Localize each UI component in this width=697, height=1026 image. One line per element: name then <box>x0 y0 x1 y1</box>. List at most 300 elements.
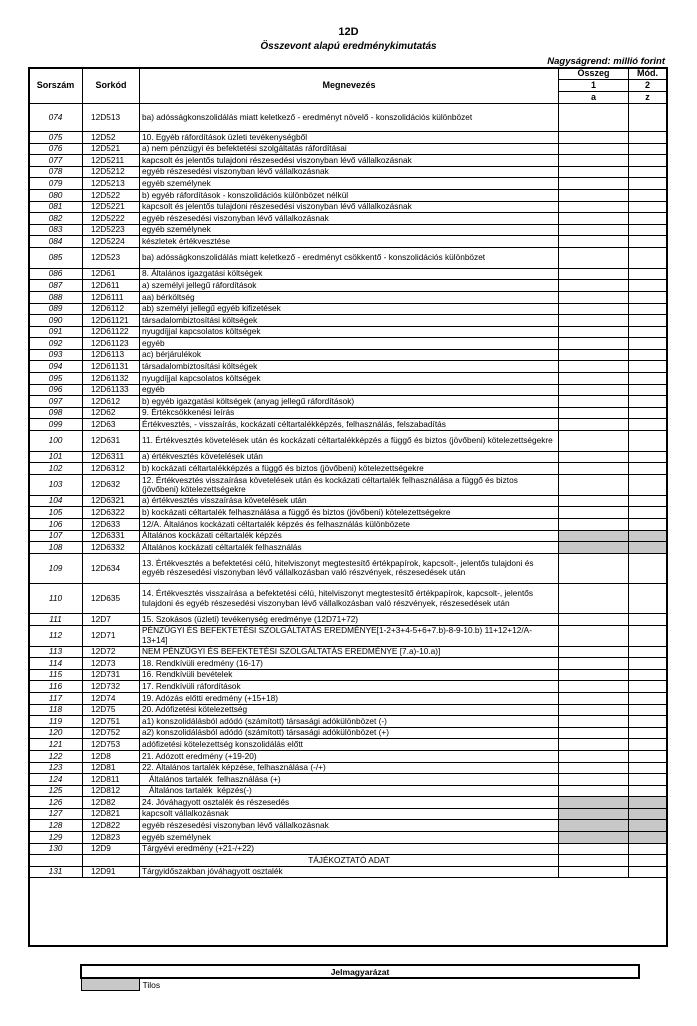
row-osszeg-cell[interactable] <box>559 291 629 303</box>
row-osszeg-cell[interactable] <box>559 155 629 167</box>
row-osszeg-cell[interactable] <box>559 658 629 670</box>
row-sorkod: 12D63 <box>83 419 140 431</box>
row-sorszam: 115 <box>29 669 83 681</box>
magnitude-note: Nagyságrend: millió forint <box>547 56 665 67</box>
row-megnevezes: aa) bérköltség <box>140 291 559 303</box>
row-mod-cell[interactable] <box>629 419 667 431</box>
row-mod-cell[interactable] <box>629 236 667 248</box>
table-row <box>29 475 667 496</box>
row-mod-cell[interactable] <box>629 519 667 531</box>
row-osszeg-cell[interactable] <box>559 143 629 155</box>
row-osszeg-cell[interactable] <box>559 704 629 716</box>
row-mod-cell[interactable] <box>629 866 667 878</box>
row-megnevezes: NEM PÉNZÜGYI ÉS BEFEKTETÉSI SZOLGÁLTATÁS EREDMÉNYE [7.a)-10.a)] <box>140 646 559 658</box>
row-sorszam: 127 <box>29 808 83 820</box>
row-osszeg-cell[interactable] <box>559 646 629 658</box>
row-osszeg-cell[interactable] <box>559 326 629 338</box>
row-osszeg-cell[interactable] <box>559 583 629 613</box>
row-osszeg-cell <box>559 797 629 809</box>
row-sorkod: 12D634 <box>83 553 140 583</box>
table-row <box>29 507 667 519</box>
row-sorkod: 12D752 <box>83 727 140 739</box>
row-mod-cell <box>629 820 667 832</box>
row-osszeg-cell <box>559 542 629 554</box>
table-row <box>29 625 667 646</box>
row-sorkod: 12D6111 <box>83 291 140 303</box>
row-osszeg-cell[interactable] <box>559 373 629 385</box>
row-sorszam: 080 <box>29 189 83 201</box>
row-megnevezes: 19. Adózás előtti eredmény (+15+18) <box>140 692 559 704</box>
row-osszeg-cell[interactable] <box>559 495 629 507</box>
row-sorszam: 091 <box>29 326 83 338</box>
row-mod-cell <box>629 808 667 820</box>
row-megnevezes: egyéb személynek <box>140 832 559 844</box>
table-row <box>29 614 667 626</box>
row-mod-cell[interactable] <box>629 268 667 280</box>
row-mod-cell[interactable] <box>629 658 667 670</box>
row-mod-cell[interactable] <box>629 303 667 315</box>
row-megnevezes: 10. Egyéb ráfordítások üzleti tevékenységből <box>140 132 559 144</box>
row-osszeg-cell[interactable] <box>559 178 629 190</box>
table-row <box>29 797 667 809</box>
row-megnevezes: társadalombiztosítási költségek <box>140 361 559 373</box>
table-row <box>29 808 667 820</box>
row-mod-cell[interactable] <box>629 785 667 797</box>
row-osszeg-cell[interactable] <box>559 236 629 248</box>
row-sorkod: 12D632 <box>83 475 140 496</box>
row-sorszam: 129 <box>29 832 83 844</box>
row-megnevezes: b) kockázati céltartalékképzés a függő és biztos (jövőbeni) kötelezettségekre <box>140 463 559 475</box>
row-megnevezes: Általános tartalék képzés(-) <box>140 785 559 797</box>
row-mod-cell[interactable] <box>629 495 667 507</box>
row-sorszam: 113 <box>29 646 83 658</box>
row-megnevezes: a1) konszolidálásból adódó (számított) társasági adókülönbözet (-) <box>140 716 559 728</box>
row-osszeg-cell[interactable] <box>559 384 629 396</box>
row-sorkod: 12D6322 <box>83 507 140 519</box>
row-megnevezes: ba) adósságkonszolidálás miatt keletkező - eredményt növelő - konszolidációs különbözet <box>140 104 559 132</box>
row-mod-cell[interactable] <box>629 247 667 268</box>
row-sorszam: 128 <box>29 820 83 832</box>
row-mod-cell <box>629 832 667 844</box>
row-sorszam: 108 <box>29 542 83 554</box>
row-mod-cell[interactable] <box>629 315 667 327</box>
row-sorszam: 126 <box>29 797 83 809</box>
row-sorszam: 104 <box>29 495 83 507</box>
row-megnevezes: egyéb <box>140 338 559 350</box>
row-sorkod: 12D612 <box>83 396 140 408</box>
table-row <box>29 774 667 786</box>
row-megnevezes: nyugdíjjal kapcsolatos költségek <box>140 373 559 385</box>
row-megnevezes: adófizetési kötelezettség konszolidálás előtt <box>140 739 559 751</box>
row-sorkod: 12D8 <box>83 750 140 762</box>
row-sorszam: 089 <box>29 303 83 315</box>
table-row <box>29 361 667 373</box>
row-mod-cell[interactable] <box>629 774 667 786</box>
row-megnevezes: egyéb részesedési viszonyban lévő vállalkozásnak <box>140 820 559 832</box>
row-osszeg-cell[interactable] <box>559 303 629 315</box>
row-megnevezes: 15. Szokásos (üzleti) tevékenység eredménye (12D71+72) <box>140 614 559 626</box>
row-osszeg-cell[interactable] <box>559 189 629 201</box>
row-megnevezes: 22. Általános tartalék képzése, felhasználása (-/+) <box>140 762 559 774</box>
row-sorszam: 094 <box>29 361 83 373</box>
row-osszeg-cell[interactable] <box>559 349 629 361</box>
row-osszeg-cell[interactable] <box>559 669 629 681</box>
table-row <box>29 407 667 419</box>
row-megnevezes: egyéb részesedési viszonyban lévő vállalkozásnak <box>140 166 559 178</box>
row-sorszam: 120 <box>29 727 83 739</box>
row-megnevezes: a2) konszolidálásból adódó (számított) társasági adókülönbözet (+) <box>140 727 559 739</box>
row-osszeg-cell[interactable] <box>559 396 629 408</box>
row-sorszam: 130 <box>29 843 83 855</box>
row-sorszam: 101 <box>29 451 83 463</box>
row-osszeg-cell[interactable] <box>559 201 629 213</box>
row-osszeg-cell[interactable] <box>559 727 629 739</box>
row-sorszam: 084 <box>29 236 83 248</box>
row-sorszam: 093 <box>29 349 83 361</box>
row-sorkod: 12D61133 <box>83 384 140 396</box>
row-sorszam: 121 <box>29 739 83 751</box>
row-megnevezes: Általános kockázati céltartalék felhasználás <box>140 542 559 554</box>
row-megnevezes: Általános kockázati céltartalék képzés <box>140 530 559 542</box>
row-mod-cell[interactable] <box>629 132 667 144</box>
row-sorszam: 109 <box>29 553 83 583</box>
table-row <box>29 820 667 832</box>
row-mod-cell[interactable] <box>629 326 667 338</box>
row-mod-cell[interactable] <box>629 475 667 496</box>
row-mod-cell[interactable] <box>629 338 667 350</box>
form-title: Összevont alapú eredménykimutatás <box>260 41 437 52</box>
row-sorkod: 12D521 <box>83 143 140 155</box>
row-mod-cell[interactable] <box>629 507 667 519</box>
row-sorszam: 111 <box>29 614 83 626</box>
row-sorszam: 117 <box>29 692 83 704</box>
row-megnevezes: Értékvesztés, - visszaírás, kockázati céltartalékképzés, felhasználás, felszabadítás <box>140 419 559 431</box>
row-mod-cell[interactable] <box>629 750 667 762</box>
row-sorkod: 12D5224 <box>83 236 140 248</box>
row-mod-cell[interactable] <box>629 625 667 646</box>
row-osszeg-cell[interactable] <box>559 361 629 373</box>
row-osszeg-cell[interactable] <box>559 692 629 704</box>
row-sorkod: 12D6113 <box>83 349 140 361</box>
row-sorszam: 078 <box>29 166 83 178</box>
row-megnevezes: 8. Általános igazgatási költségek <box>140 268 559 280</box>
row-megnevezes: ac) bérjárulékok <box>140 349 559 361</box>
row-sorkod: 12D753 <box>83 739 140 751</box>
table-row <box>29 431 667 452</box>
row-sorszam: 079 <box>29 178 83 190</box>
row-sorszam: 095 <box>29 373 83 385</box>
table-row <box>29 463 667 475</box>
row-osszeg-cell[interactable] <box>559 785 629 797</box>
row-osszeg-cell[interactable] <box>559 463 629 475</box>
row-sorszam: 105 <box>29 507 83 519</box>
row-sorkod: 12D81 <box>83 762 140 774</box>
row-mod-cell[interactable] <box>629 213 667 225</box>
row-sorkod: 12D9 <box>83 843 140 855</box>
row-sorkod: 12D732 <box>83 681 140 693</box>
row-osszeg-cell[interactable] <box>559 762 629 774</box>
row-mod-cell[interactable] <box>629 463 667 475</box>
row-megnevezes: kapcsolt és jelentős tulajdoni részesedési viszonyban lévő vállalkozásnak <box>140 201 559 213</box>
table-body <box>29 104 667 878</box>
row-megnevezes: b) egyéb igazgatási költségek (anyag jellegű ráfordítások) <box>140 396 559 408</box>
row-sorkod: 12D6312 <box>83 463 140 475</box>
row-osszeg-cell[interactable] <box>559 750 629 762</box>
legend-title: Jelmagyarázat <box>81 965 639 978</box>
table-row <box>29 739 667 751</box>
row-mod-cell[interactable] <box>629 189 667 201</box>
row-osszeg-cell[interactable] <box>559 774 629 786</box>
row-mod-cell[interactable] <box>629 843 667 855</box>
table-row <box>29 419 667 431</box>
table-row <box>29 338 667 350</box>
row-megnevezes: 9. Értékcsökkenési leírás <box>140 407 559 419</box>
row-osszeg-cell <box>559 808 629 820</box>
row-osszeg-cell[interactable] <box>559 716 629 728</box>
row-osszeg-cell[interactable] <box>559 625 629 646</box>
row-sorszam: 107 <box>29 530 83 542</box>
row-sorkod: 12D61131 <box>83 361 140 373</box>
row-sorkod: 12D523 <box>83 247 140 268</box>
row-megnevezes: nyugdíjjal kapcsolatos költségek <box>140 326 559 338</box>
row-mod-cell[interactable] <box>629 373 667 385</box>
row-mod-cell[interactable] <box>629 614 667 626</box>
table-row <box>29 519 667 531</box>
row-osszeg-cell[interactable] <box>559 132 629 144</box>
row-sorkod: 12D821 <box>83 808 140 820</box>
row-sorkod: 12D635 <box>83 583 140 613</box>
row-sorszam: 097 <box>29 396 83 408</box>
row-mod-cell[interactable] <box>629 384 667 396</box>
row-sorszam: 090 <box>29 315 83 327</box>
row-mod-cell[interactable] <box>629 704 667 716</box>
row-osszeg-cell[interactable] <box>559 475 629 496</box>
row-sorszam: 103 <box>29 475 83 496</box>
row-osszeg-cell[interactable] <box>559 247 629 268</box>
row-osszeg-cell[interactable] <box>559 213 629 225</box>
row-sorkod: 12D61122 <box>83 326 140 338</box>
row-mod-cell[interactable] <box>629 431 667 452</box>
row-sorkod: 12D61121 <box>83 315 140 327</box>
row-mod-cell[interactable] <box>629 646 667 658</box>
row-sorkod: 12D61132 <box>83 373 140 385</box>
row-mod-cell[interactable] <box>629 681 667 693</box>
row-mod-cell[interactable] <box>629 291 667 303</box>
table-row <box>29 646 667 658</box>
row-osszeg-cell[interactable] <box>559 519 629 531</box>
row-mod-cell[interactable] <box>629 553 667 583</box>
row-mod-cell[interactable] <box>629 669 667 681</box>
legend-item-label: Tilos <box>142 979 161 990</box>
row-sorkod: 12D5212 <box>83 166 140 178</box>
row-mod-cell[interactable] <box>629 583 667 613</box>
row-osszeg-cell[interactable] <box>559 855 629 867</box>
row-sorszam: 118 <box>29 704 83 716</box>
row-megnevezes: TÁJÉKOZTATÓ ADAT <box>140 855 559 867</box>
row-megnevezes: 11. Értékvesztés követelések után és kockázati céltartalékképzés a függő és biztos (jövőbeni) kötelezettségekre <box>140 431 559 452</box>
row-mod-cell[interactable] <box>629 692 667 704</box>
row-mod-cell[interactable] <box>629 178 667 190</box>
row-osszeg-cell[interactable] <box>559 268 629 280</box>
row-sorszam: 099 <box>29 419 83 431</box>
row-sorkod: 12D822 <box>83 820 140 832</box>
row-mod-cell[interactable] <box>629 224 667 236</box>
row-megnevezes: ba) adósságkonszolidálás miatt keletkező - eredményt csökkentő - konszolidációs különbözet <box>140 247 559 268</box>
row-osszeg-cell <box>559 530 629 542</box>
table-row <box>29 143 667 155</box>
row-sorkod: 12D812 <box>83 785 140 797</box>
table-row <box>29 104 667 132</box>
row-osszeg-cell[interactable] <box>559 507 629 519</box>
col-header-sorkod: Sorkód <box>83 68 140 104</box>
row-sorkod: 12D5223 <box>83 224 140 236</box>
row-megnevezes: Általános tartalék felhasználása (+) <box>140 774 559 786</box>
col-header-megnevezes: Megnevezés <box>140 68 559 104</box>
row-mod-cell[interactable] <box>629 349 667 361</box>
row-mod-cell[interactable] <box>629 407 667 419</box>
row-sorkod: 12D522 <box>83 189 140 201</box>
row-sorkod: 12D5222 <box>83 213 140 225</box>
legend-gray-swatch <box>81 978 139 991</box>
table-row <box>29 132 667 144</box>
row-sorszam: 122 <box>29 750 83 762</box>
row-megnevezes: 12/A. Általános kockázati céltartalék képzés és felhasználás különbözete <box>140 519 559 531</box>
table-row <box>29 280 667 292</box>
row-mod-cell[interactable] <box>629 155 667 167</box>
col-letter-mod: z <box>629 92 667 104</box>
row-osszeg-cell[interactable] <box>559 739 629 751</box>
table-row <box>29 166 667 178</box>
row-osszeg-cell[interactable] <box>559 280 629 292</box>
row-sorkod: 12D72 <box>83 646 140 658</box>
row-sorszam: 085 <box>29 247 83 268</box>
row-megnevezes: 18. Rendkívüli eredmény (16-17) <box>140 658 559 670</box>
row-osszeg-cell[interactable] <box>559 614 629 626</box>
row-mod-cell[interactable] <box>629 739 667 751</box>
row-mod-cell[interactable] <box>629 280 667 292</box>
row-sorszam: 131 <box>29 866 83 878</box>
row-megnevezes: ab) személyi jellegű egyéb kifizetések <box>140 303 559 315</box>
row-megnevezes: egyéb részesedési viszonyban lévő vállalkozásnak <box>140 213 559 225</box>
col-number-osszeg: 1 <box>559 80 629 92</box>
table-row <box>29 268 667 280</box>
row-sorszam: 086 <box>29 268 83 280</box>
row-osszeg-cell[interactable] <box>559 224 629 236</box>
table-row <box>29 396 667 408</box>
table-row <box>29 178 667 190</box>
row-sorkod: 12D633 <box>83 519 140 531</box>
row-osszeg-cell[interactable] <box>559 431 629 452</box>
table-row <box>29 750 667 762</box>
col-header-mod: Mód. <box>629 68 667 80</box>
row-megnevezes: kapcsolt vállalkozásnak <box>140 808 559 820</box>
row-sorszam: 119 <box>29 716 83 728</box>
row-megnevezes: a) személyi jellegű ráfordítások <box>140 280 559 292</box>
row-sorkod: 12D74 <box>83 692 140 704</box>
row-mod-cell[interactable] <box>629 451 667 463</box>
row-osszeg-cell[interactable] <box>559 419 629 431</box>
table-row <box>29 542 667 554</box>
table-row <box>29 224 667 236</box>
row-mod-cell[interactable] <box>629 727 667 739</box>
row-sorszam: 106 <box>29 519 83 531</box>
row-megnevezes: kapcsolt és jelentős tulajdoni részesedési viszonyban lévő vállalkozásnak <box>140 155 559 167</box>
row-sorszam: 100 <box>29 431 83 452</box>
row-mod-cell[interactable] <box>629 855 667 867</box>
row-osszeg-cell[interactable] <box>559 407 629 419</box>
row-sorkod: 12D6112 <box>83 303 140 315</box>
table-row <box>29 658 667 670</box>
table-row <box>29 189 667 201</box>
row-osszeg-cell[interactable] <box>559 553 629 583</box>
row-mod-cell[interactable] <box>629 361 667 373</box>
table-row <box>29 530 667 542</box>
table-row <box>29 727 667 739</box>
row-sorkod: 12D5213 <box>83 178 140 190</box>
row-osszeg-cell[interactable] <box>559 166 629 178</box>
row-mod-cell[interactable] <box>629 716 667 728</box>
row-mod-cell[interactable] <box>629 396 667 408</box>
info-section-row <box>29 855 667 867</box>
row-osszeg-cell[interactable] <box>559 866 629 878</box>
row-sorszam: 096 <box>29 384 83 396</box>
row-osszeg-cell[interactable] <box>559 681 629 693</box>
row-sorszam: 112 <box>29 625 83 646</box>
row-sorszam: 077 <box>29 155 83 167</box>
row-mod-cell[interactable] <box>629 762 667 774</box>
row-megnevezes: b) egyéb ráfordítások - konszolidációs különbözet nélkül <box>140 189 559 201</box>
row-sorkod: 12D7 <box>83 614 140 626</box>
row-sorkod: 12D6311 <box>83 451 140 463</box>
row-sorszam: 116 <box>29 681 83 693</box>
row-megnevezes: 12. Értékvesztés visszaírása követelések után és kockázati céltartalék felhasználása a függő és biztos (jövőbeni) kötelezettségekre <box>140 475 559 496</box>
row-osszeg-cell[interactable] <box>559 104 629 132</box>
row-mod-cell[interactable] <box>629 143 667 155</box>
row-mod-cell[interactable] <box>629 166 667 178</box>
table-row <box>29 247 667 268</box>
row-osszeg-cell[interactable] <box>559 843 629 855</box>
col-header-sorszam: Sorszám <box>29 68 83 104</box>
row-sorszam: 074 <box>29 104 83 132</box>
row-sorszam: 088 <box>29 291 83 303</box>
row-osszeg-cell[interactable] <box>559 451 629 463</box>
row-sorkod: 12D811 <box>83 774 140 786</box>
row-sorkod: 12D6331 <box>83 530 140 542</box>
income-statement-table <box>28 67 667 878</box>
row-megnevezes: 13. Értékvesztés a befektetési célú, hitelviszonyt megtestesítő értékpapírok, kapcsolt-, jelentős tulajdoni és egyéb részesedési viszonyban lévő vállalkozásban való részvények, részesedések után <box>140 553 559 583</box>
row-sorszam: 123 <box>29 762 83 774</box>
row-sorszam: 102 <box>29 463 83 475</box>
row-megnevezes: a) nem pénzügyi és befektetési szolgáltatás ráfordításai <box>140 143 559 155</box>
row-mod-cell[interactable] <box>629 104 667 132</box>
row-megnevezes: 24. Jóváhagyott osztalék és részesedés <box>140 797 559 809</box>
col-header-osszeg: Összeg <box>559 68 629 80</box>
row-mod-cell[interactable] <box>629 201 667 213</box>
row-sorkod: 12D751 <box>83 716 140 728</box>
row-megnevezes: 14. Értékvesztés visszaírása a befektetési célú, hitelviszonyt megtestesítő értékpapírok, kapcsolt-, jelentős tulajdoni és egyéb részesedési viszonyban lévő vállalkozásban való részvények, részesedések után <box>140 583 559 613</box>
row-sorszam: 075 <box>29 132 83 144</box>
row-sorkod: 12D61123 <box>83 338 140 350</box>
row-sorkod: 12D52 <box>83 132 140 144</box>
table-row <box>29 303 667 315</box>
row-megnevezes: a) értékvesztés követelések után <box>140 451 559 463</box>
table-row <box>29 669 667 681</box>
legend-table <box>80 964 640 991</box>
row-osszeg-cell[interactable] <box>559 315 629 327</box>
row-osszeg-cell[interactable] <box>559 338 629 350</box>
row-megnevezes: b) kockázati céltartalék felhasználása a függő és biztos (jövőbeni) kötelezettségekre <box>140 507 559 519</box>
table-row <box>29 866 667 878</box>
